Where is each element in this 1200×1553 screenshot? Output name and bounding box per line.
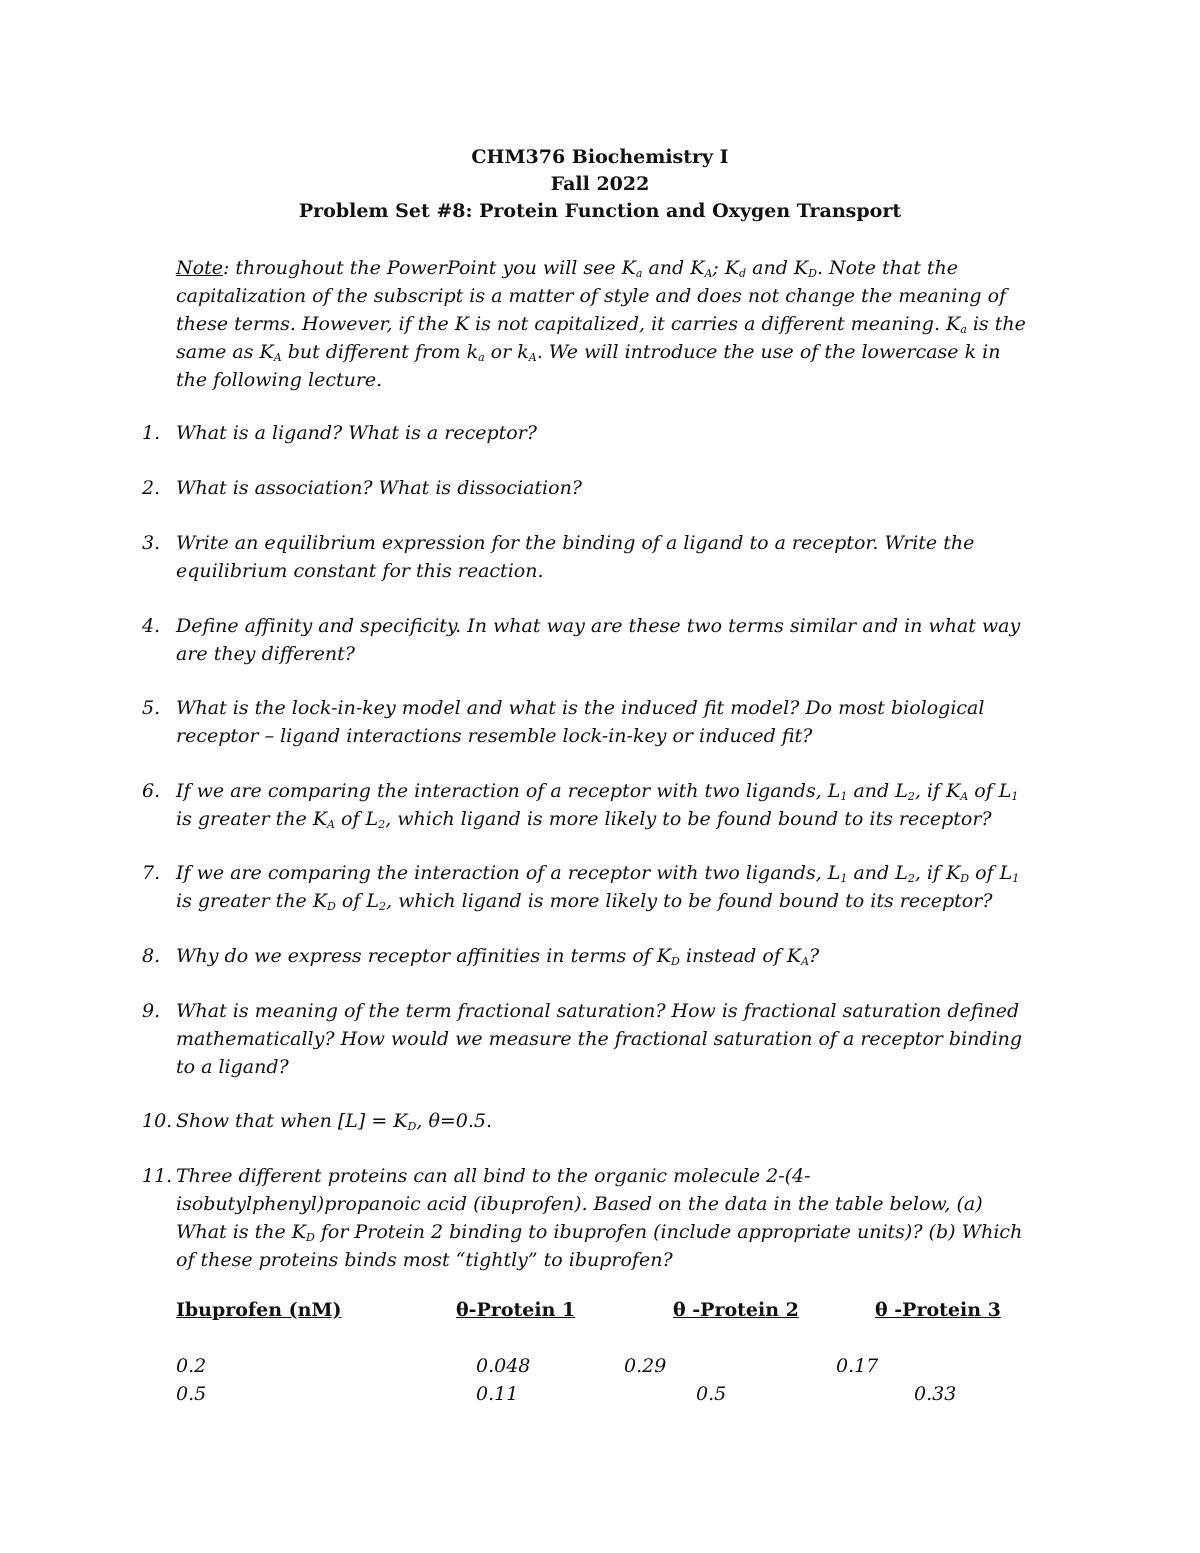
question-text: What is meaning of the term fractional saturation? How is fractional saturation defined mathematically? How would we measure the fractional saturation of a receptor binding to a ligand? [176, 1000, 1023, 1078]
question-number: 11. [142, 1165, 173, 1187]
table-header-protein-3: θ -Protein 3 [875, 1299, 1001, 1321]
note-label: Note [176, 257, 223, 279]
table-cell: 0.2 [176, 1355, 207, 1377]
note-paragraph: Note: throughout the PowerPoint you will see $K_a$ and $K_A$; $K_d$ and $K_D$. Note that the capitalization of the subscript is a matter of style and does not change the meaning of these terms. However, if the K is not capitalized, it carries a different meaning. $K_a$ is the same as $K_A$ but different from $k_a$ or $k_A$. We will introduce the use of the lowercase k in the following lecture. [176, 257, 1026, 391]
table-header-ibuprofen: Ibuprofen (nM) [176, 1299, 342, 1321]
table-cell: 0.5 [176, 1383, 207, 1405]
table-cell: 0.11 [476, 1383, 519, 1405]
question-text: Define affinity and specificity. In what way are these two terms similar and in what way are they different? [176, 615, 1021, 665]
question-number: 4. [142, 615, 161, 637]
course-title: CHM376 Biochemistry I [471, 146, 729, 168]
table-cell: 0.17 [836, 1355, 879, 1377]
question-number: 2. [142, 477, 161, 499]
table-cell: 0.33 [914, 1383, 957, 1405]
table-header-protein-1: θ-Protein 1 [456, 1299, 576, 1321]
question-text: Write an equilibrium expression for the binding of a ligand to a receptor. Write the equilibrium constant for this reaction. [176, 532, 975, 582]
problem-set-title: Problem Set #8: Protein Function and Oxygen Transport [298, 200, 902, 222]
question-text: What is association? What is dissociation? [176, 477, 582, 499]
table-cell: 0.5 [696, 1383, 727, 1405]
question-number: 1. [142, 422, 161, 444]
question-text: What is the lock-in-key model and what is the induced fit model? Do most biological receptor – ligand interactions resemble lock-in-key or induced fit? [176, 697, 985, 747]
question-number: 3. [142, 532, 161, 554]
question-number: 10. [142, 1110, 173, 1132]
table-cell: 0.048 [476, 1355, 531, 1377]
question-number: 6. [142, 780, 161, 802]
question-number: 9. [142, 1000, 161, 1022]
question-text: Show that when $[L] = K_D$, θ=0.5. [176, 1110, 493, 1133]
question-text: If we are comparing the interaction of a receptor with two ligands, $L_1$ and $L_2$, if $K_A$ of $L_1$ is greater the $K_A$ of $L_2$, which ligand is more likely to be found bound to its receptor? [176, 780, 1019, 831]
term: Fall 2022 [550, 173, 650, 195]
question-text: If we are comparing the interaction of a receptor with two ligands, $L_1$ and $L_2$, if $K_D$ of $L_1$ is greater the $K_D$ of $L_2$, which ligand is more likely to be found bound to its receptor? [176, 862, 1020, 913]
table-cell: 0.29 [624, 1355, 667, 1377]
question-text: Why do we express receptor affinities in terms of $K_D$ instead of $K_A$? [176, 945, 820, 968]
table-header-protein-2: θ -Protein 2 [673, 1299, 799, 1321]
question-number: 8. [142, 945, 161, 967]
question-text: What is a ligand? What is a receptor? [176, 422, 537, 444]
question-text: Three different proteins can all bind to the organic molecule 2-(4-isobutylphenyl)propanoic acid (ibuprofen). Based on the data in the table below, (a) What is the $K_D$ for Protein 2 binding to ibuprofen (include appropriate units)? (b) Which of these proteins binds most “tightly” to ibuprofen? [176, 1165, 1023, 1271]
question-number: 7. [142, 862, 161, 884]
question-number: 5. [142, 697, 161, 719]
